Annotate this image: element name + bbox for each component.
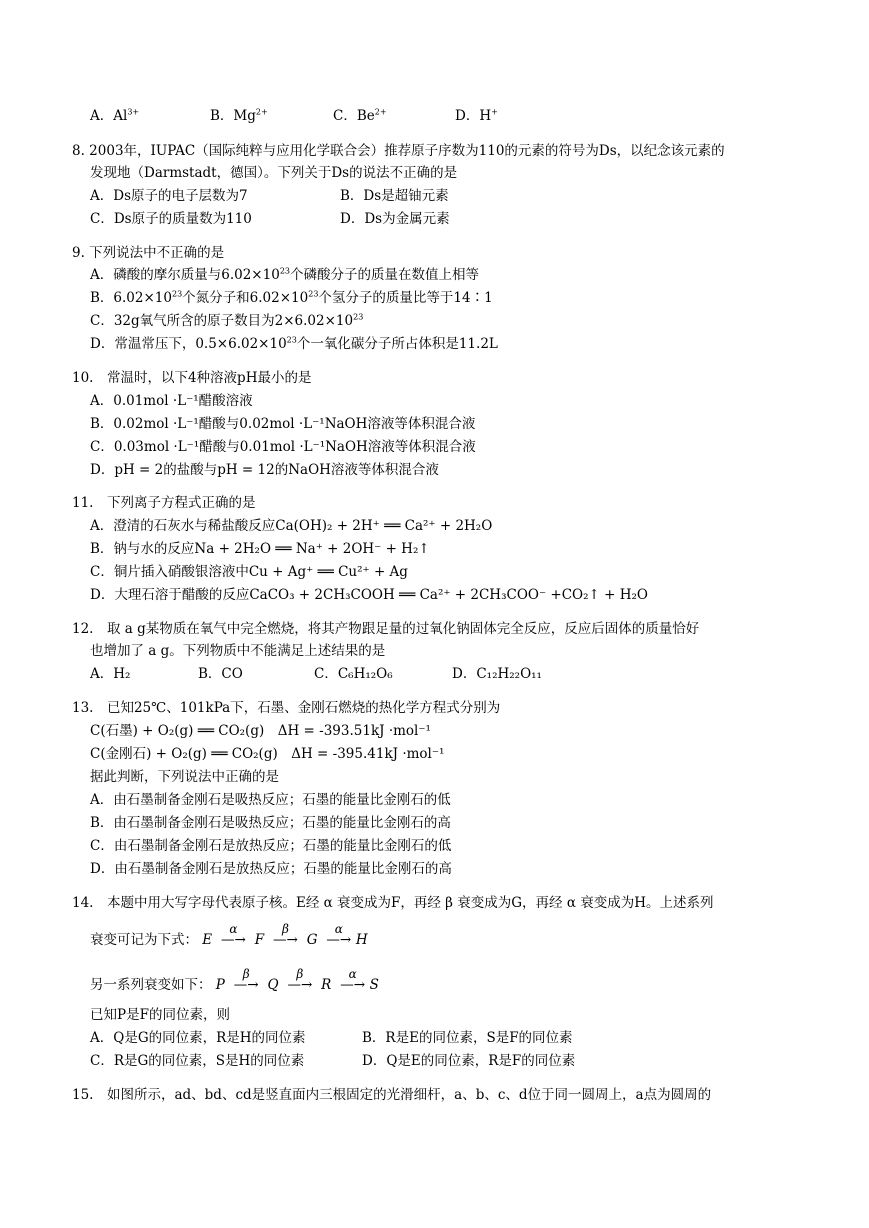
q14-option-b: B．R是E的同位素，S是F的同位素 (362, 1030, 573, 1046)
q11-option-b: B．钠与水的反应Na + 2H₂O ══ Na⁺ + 2OH⁻ + H₂↑ (90, 541, 430, 557)
q13-option-b: B．由石墨制备金刚石是吸热反应；石墨的能量比金刚石的高 (90, 815, 451, 831)
q11-stem: 11. 下列离子方程式正确的是 (72, 495, 256, 511)
alpha-decay-arrow: α —→ (221, 922, 246, 948)
alpha-decay-arrow: α —→ (340, 967, 366, 993)
q14-given: 已知P是F的同位素，则 (90, 1007, 230, 1023)
q11-option-a: A．澄清的石灰水与稀盐酸反应Ca(OH)₂ + 2H⁺ ══ Ca²⁺ + 2H₂O (90, 518, 493, 534)
q7-option-c: C．$Be^{2+}$ (333, 107, 387, 124)
q10-option-d: D．pH = 2的盐酸与pH = 12的NaOH溶液等体积混合液 (90, 462, 439, 478)
q9-option-b: B．$6.02\times 10^{23}$个氮分子和$6.02\times 10^{23}$个氢分子的质量比等于14∶1 (90, 289, 493, 306)
q12-option-b: B．CO (198, 666, 243, 682)
q14-option-c: C．R是G的同位素，S是H的同位素 (90, 1053, 305, 1069)
q14-decay-chain-1: 衰变可记为下式： E α —→ F β —→ G α —→ H (90, 922, 368, 948)
q13-stem: 13. 已知25℃、101kPa下，石墨、金刚石燃烧的热化学方程式分别为 (72, 700, 501, 716)
q9-option-c: C．32g氧气所含的原子数目为$2\times 6.02\times 10^{23}$ (90, 312, 364, 329)
q10-option-c: C．0.03mol ·L⁻¹醋酸与0.01mol ·L⁻¹NaOH溶液等体积混合液 (90, 439, 476, 455)
q13-option-a: A．由石墨制备金刚石是吸热反应；石墨的能量比金刚石的低 (90, 792, 451, 808)
q10-option-a: A．0.01mol ·L⁻¹醋酸溶液 (90, 393, 253, 409)
nucleus-p: P (215, 977, 225, 993)
q9-option-d: D．常温常压下，$0.5\times 6.02\times 10^{23}$个一氧化碳分子所占体积是11.2L (90, 335, 498, 352)
q7-option-a: A．$Al^{3+}$ (90, 107, 140, 124)
q13-option-c: C．由石墨制备金刚石是放热反应；石墨的能量比金刚石的低 (90, 838, 452, 854)
q12-option-c: C．C₆H₁₂O₆ (314, 666, 393, 682)
q11-option-c: C．铜片插入硝酸银溶液中Cu + Ag⁺ ══ Cu²⁺ + Ag (90, 564, 408, 580)
beta-decay-arrow: β —→ (233, 967, 259, 993)
q14-decay-chain-2: 另一系列衰变如下： P β —→ Q β —→ R α —→ S (90, 967, 379, 993)
q12-stem-1: 12. 取 a g某物质在氧气中完全燃烧，将其产物跟足量的过氧化钠固体完全反应，反应后固体的质量恰好 (72, 621, 700, 637)
q13-equation-graphite: C(石墨) + O₂(g) ══ CO₂(g) ΔH = -393.51kJ ·mol⁻¹ (90, 723, 431, 739)
q12-stem-2: 也增加了 a g。下列物质中不能满足上述结果的是 (90, 643, 386, 659)
beta-decay-arrow: β —→ (273, 922, 298, 948)
nucleus-e: E (202, 932, 213, 948)
q7-option-b: B．$Mg^{2+}$ (210, 107, 268, 124)
q12-option-d: D．C₁₂H₂₂O₁₁ (452, 666, 542, 682)
nucleus-r: R (321, 977, 332, 993)
q14-option-a: A．Q是G的同位素，R是H的同位素 (90, 1030, 306, 1046)
q7-option-d: D．H+ (455, 107, 498, 124)
q8-option-d: D．Ds为金属元素 (340, 211, 450, 227)
q10-option-b: B．0.02mol ·L⁻¹醋酸与0.02mol ·L⁻¹NaOH溶液等体积混合液 (90, 416, 476, 432)
q13-equation-diamond: C(金刚石) + O₂(g) ══ CO₂(g) ΔH = -395.41kJ ·mol⁻¹ (90, 746, 445, 762)
q8-option-b: B．Ds是超铀元素 (340, 188, 449, 204)
q14-stem: 14. 本题中用大写字母代表原子核。E经 α 衰变成为F，再经 β 衰变成为G，再经 α 衰变成为H。上述系列 (72, 895, 714, 911)
nucleus-g: G (306, 932, 318, 948)
q12-option-a: A．H₂ (90, 666, 131, 682)
nucleus-f: F (254, 932, 265, 948)
q9-stem: 9. 下列说法中不正确的是 (72, 245, 225, 261)
nucleus-q: Q (267, 977, 279, 993)
q13-option-d: D．由石墨制备金刚石是放热反应；石墨的能量比金刚石的高 (90, 861, 452, 877)
beta-decay-arrow: β —→ (287, 967, 313, 993)
alpha-decay-arrow: α —→ (326, 922, 352, 948)
q8-option-c: C．Ds原子的质量数为110 (90, 211, 252, 227)
q8-option-a: A．Ds原子的电子层数为7 (90, 188, 248, 204)
q14-option-d: D．Q是E的同位素，R是F的同位素 (362, 1053, 576, 1069)
nucleus-s: S (369, 977, 379, 993)
q10-stem: 10. 常温时，以下4种溶液pH最小的是 (72, 370, 312, 386)
nucleus-h: H (355, 932, 368, 948)
q13-judge: 据此判断，下列说法中正确的是 (90, 769, 279, 785)
q11-option-d: D．大理石溶于醋酸的反应CaCO₃ + 2CH₃COOH ══ Ca²⁺ + 2CH₃COO⁻ +CO₂↑ + H₂O (90, 587, 648, 603)
q15-stem: 15. 如图所示，ad、bd、cd是竖直面内三根固定的光滑细杆，a、b、c、d位于同一圆周上，a点为圆周的 (72, 1087, 712, 1103)
q8-stem-2: 发现地（Darmstadt，德国）。下列关于Ds的说法不正确的是 (90, 165, 458, 181)
q8-stem-1: 8. 2003年，IUPAC（国际纯粹与应用化学联合会）推荐原子序数为110的元素的符号为Ds，以纪念该元素的 (72, 143, 725, 159)
q9-option-a: A．磷酸的摩尔质量与$6.02\times 10^{23}$个磷酸分子的质量在数值上相等 (90, 266, 479, 283)
